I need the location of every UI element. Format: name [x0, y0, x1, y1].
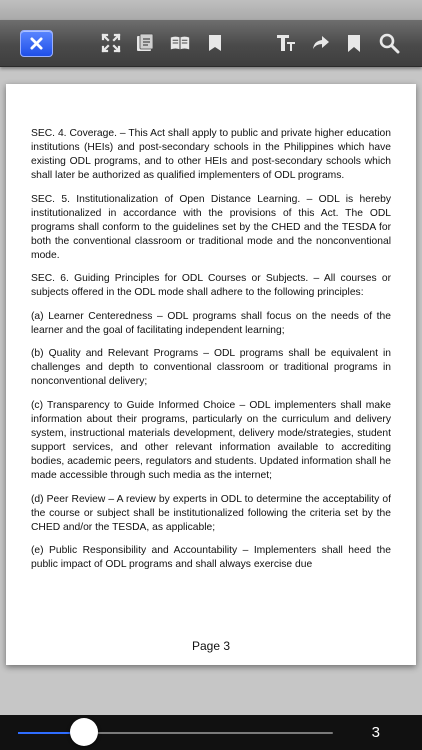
page-view-button[interactable] — [133, 31, 157, 55]
paragraph-sec6: SEC. 6. Guiding Principles for ODL Courses or Subjects. – All courses or subjects offered in the ODL mode shall adhere to the following principles: — [31, 273, 391, 299]
fullscreen-button[interactable] — [99, 31, 123, 55]
page-text — [31, 127, 391, 582]
text-size-icon — [275, 32, 297, 54]
fullscreen-icon — [100, 32, 122, 54]
page-number-label: Page 3 — [191, 639, 231, 653]
bottom-bar — [0, 715, 422, 750]
close-icon — [30, 37, 43, 50]
search-icon — [378, 32, 400, 54]
bookmarks-list-button[interactable] — [203, 31, 227, 55]
search-button[interactable] — [377, 31, 401, 55]
page-view-icon — [134, 32, 156, 54]
close-button[interactable] — [20, 30, 53, 57]
paragraph-item-e: (e) Public Responsibility and Accountability – Implementers shall heed the public impact of ODL programs and shall always exercise due — [31, 545, 391, 571]
book-view-button[interactable] — [167, 31, 193, 55]
current-page-counter: 3 — [371, 724, 380, 741]
status-bar — [0, 0, 422, 20]
paragraph-item-d: (d) Peer Review – A review by experts in ODL to determine the acceptability of the course or subject shall be institutionalized following the criteria set by the CHED and/or the TESDA, as applicable; — [31, 493, 391, 533]
page-slider-thumb[interactable] — [70, 718, 98, 746]
text-size-button[interactable] — [274, 31, 298, 55]
share-icon — [309, 32, 331, 54]
page-slider[interactable] — [18, 732, 333, 734]
bookmark-button[interactable] — [342, 31, 366, 55]
share-button[interactable] — [308, 31, 332, 55]
paragraph-item-a: (a) Learner Centeredness – ODL programs shall focus on the needs of the learner and the goal of facilitating independent learning; — [31, 310, 391, 336]
bookmark-icon — [343, 32, 365, 54]
paragraph-sec5: SEC. 5. Institutionalization of Open Distance Learning. – ODL is hereby institutionalized in accordance with the provisions of this Act. The ODL programs shall conform to the guidelines set by the CHED and the TESDA for both the conventional classroom or traditional mode and the nonconventional mode. — [31, 193, 391, 261]
bookmarks-list-icon — [204, 32, 226, 54]
paragraph-item-c: (c) Transparency to Guide Informed Choice – ODL implementers shall make information about their programs, particularly on the curriculum and delivery system, instructional materials development, delivery mode/strategies, student support services, and other relevant information available to accrediting bodies, academic peers, regulators and students. Updated information shall he made accessible through such media as the internet; — [31, 399, 391, 481]
paragraph-sec4: SEC. 4. Coverage. – This Act shall apply to public and private higher education institutions (HEIs) and post-secondary schools in the Philippines which have existing ODL programs, and to other HEIs and post-secondary schools which shall later be authorized as qualified implementers of ODL programs. — [31, 128, 391, 181]
top-toolbar — [0, 20, 422, 67]
document-page — [6, 84, 416, 665]
book-view-icon — [169, 32, 191, 54]
paragraph-item-b: (b) Quality and Relevant Programs – ODL programs shall be equivalent in challenges and depth to conventional classroom or traditional programs in nonconventional delivery; — [31, 348, 391, 388]
